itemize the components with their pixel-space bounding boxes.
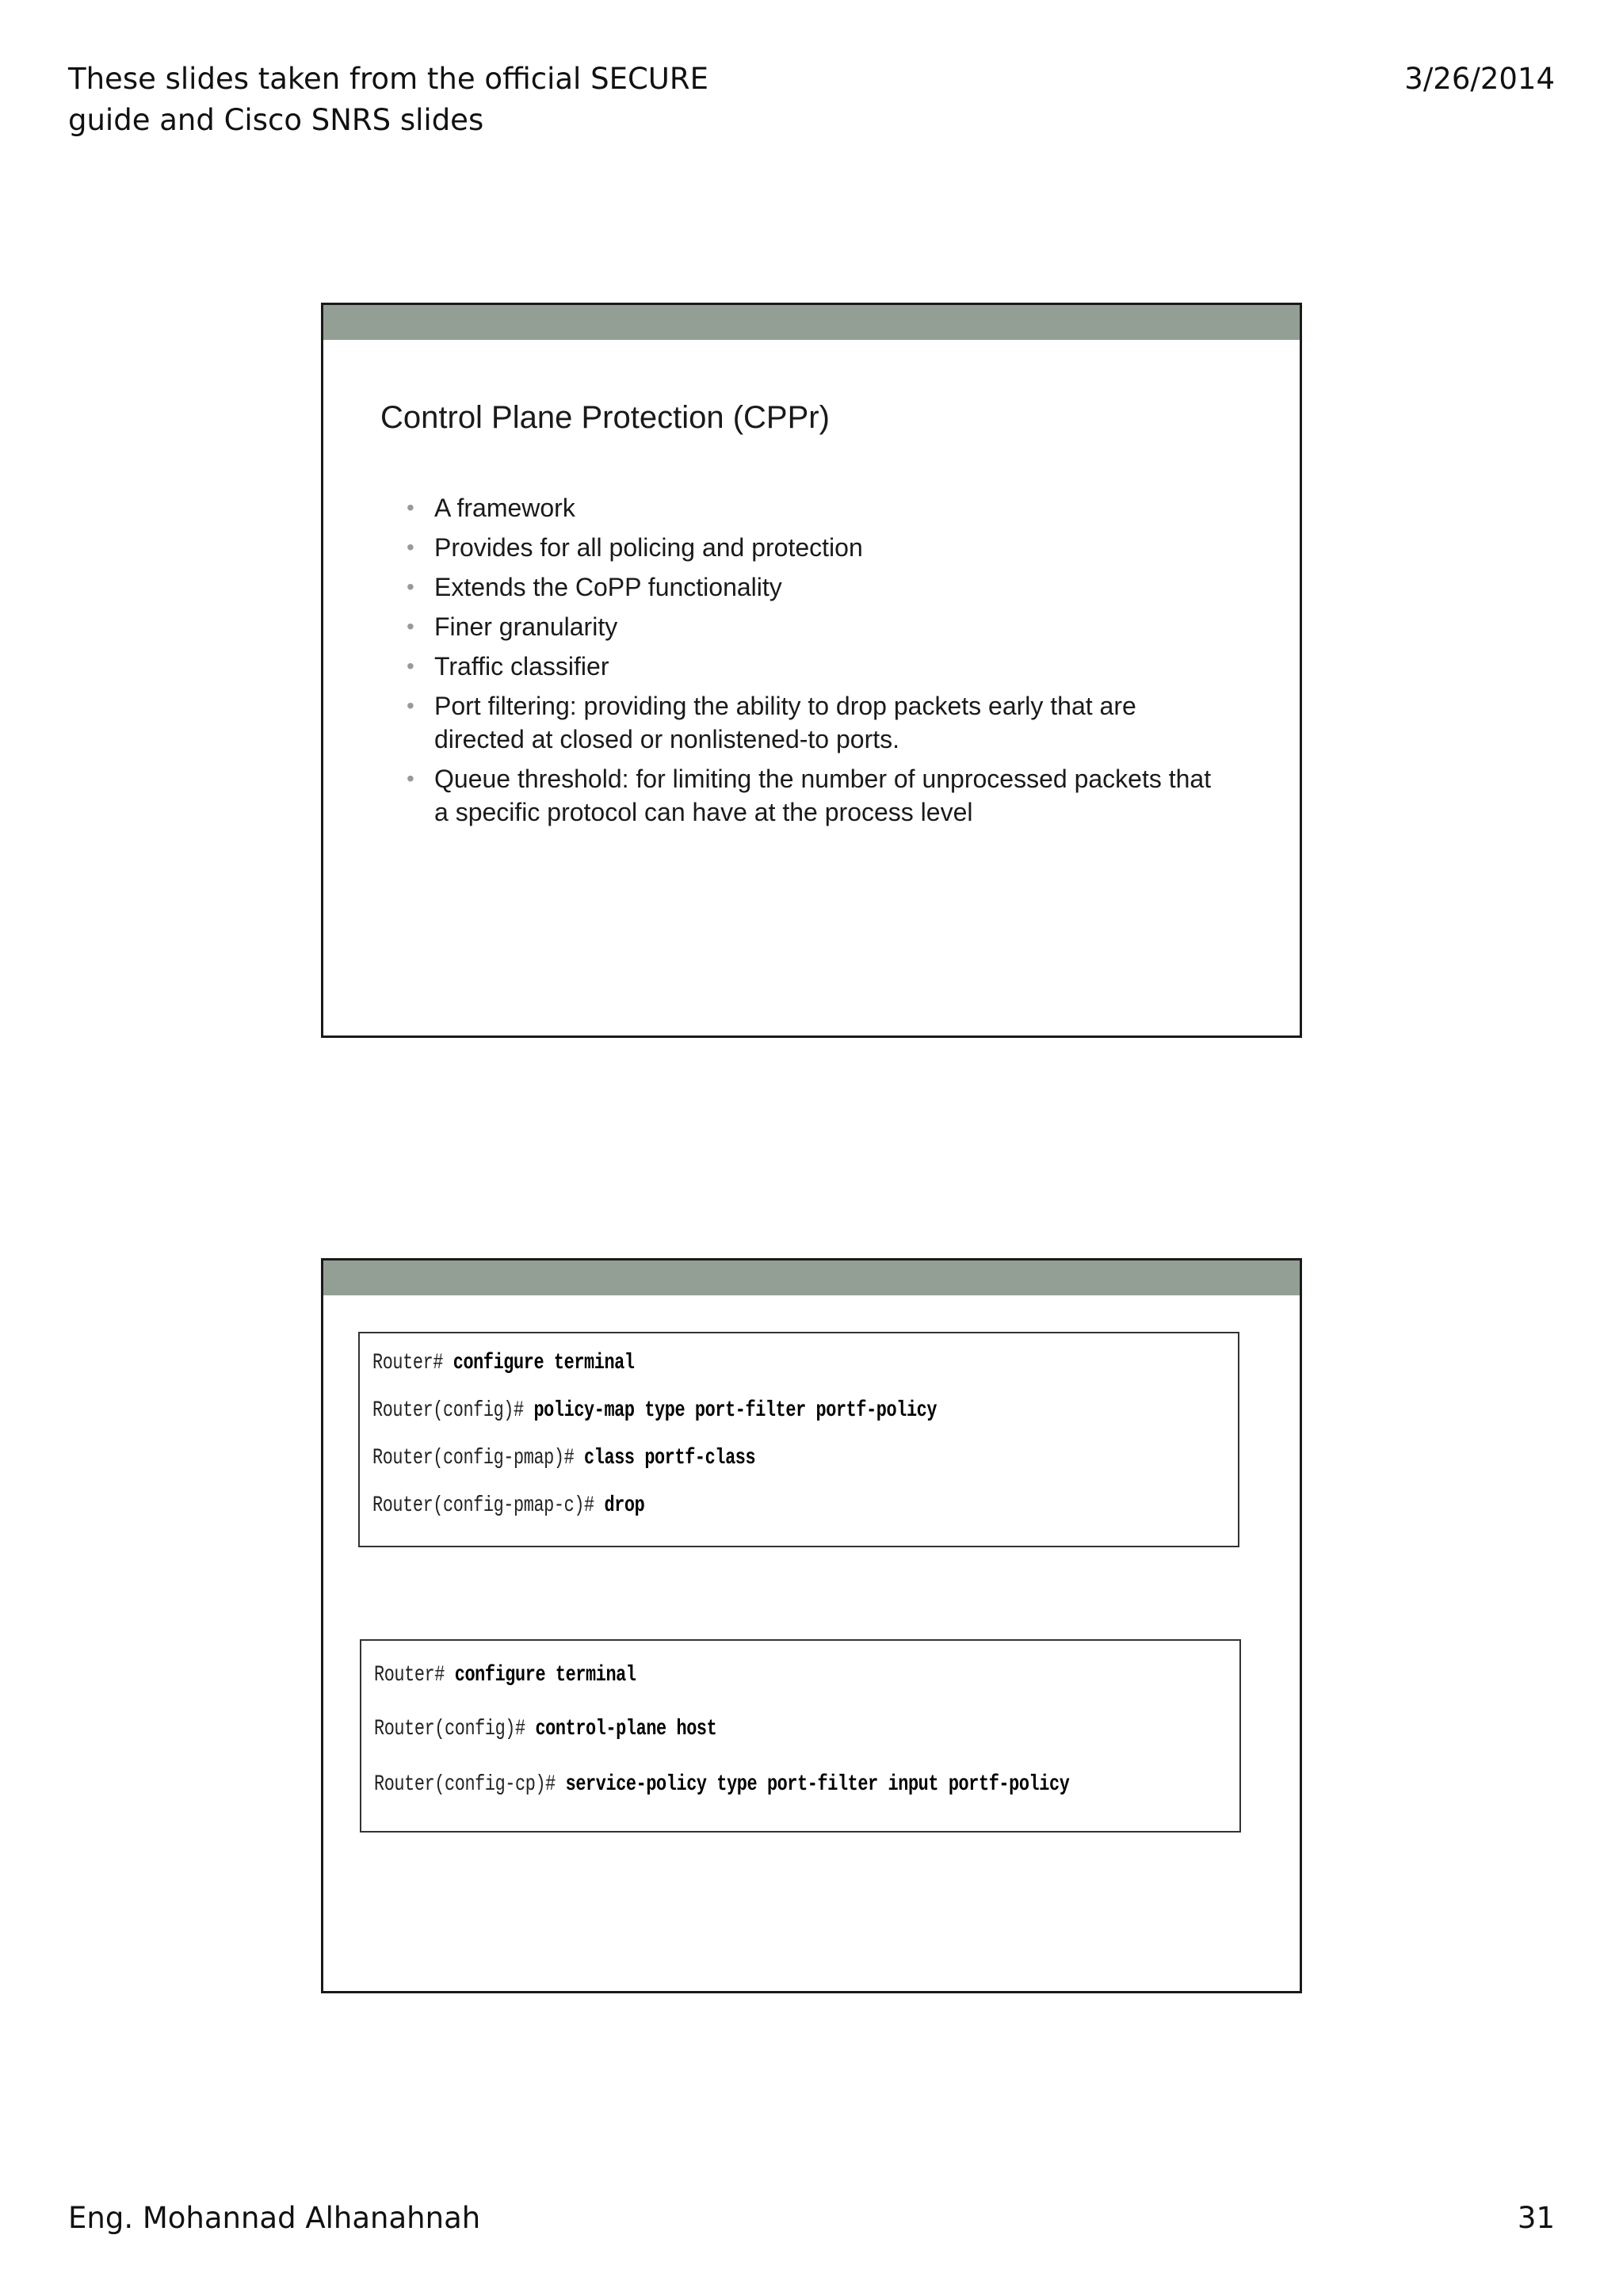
- code-line: [372, 1493, 644, 1518]
- cli-command: class portf-class: [584, 1446, 756, 1470]
- code-line: [374, 1772, 1069, 1797]
- cli-command: drop: [604, 1493, 645, 1518]
- cli-command: control-plane host: [535, 1717, 717, 1741]
- header-title-line-2: guide and Cisco SNRS slides: [68, 103, 484, 137]
- bullet-text: Provides for all policing and protection: [434, 533, 863, 562]
- code-block-policy-map: [358, 1332, 1239, 1547]
- code-line: [372, 1398, 937, 1423]
- code-line: [372, 1351, 635, 1375]
- bullet-text: Finer granularity: [434, 612, 618, 641]
- code-line: [372, 1446, 755, 1470]
- code-block-control-plane: [360, 1639, 1241, 1833]
- bullet-item: [407, 762, 1231, 829]
- bullet-dot-icon: •: [407, 614, 414, 639]
- bullet-list: [407, 491, 1231, 835]
- slide-header-bar: [323, 305, 1300, 340]
- bullet-item: [407, 491, 1231, 524]
- slide-control-plane-protection: [321, 303, 1302, 1038]
- bullet-text: A framework: [434, 494, 575, 522]
- cli-command: configure terminal: [453, 1351, 635, 1375]
- bullet-item: [407, 570, 1231, 604]
- header-date: 3/26/2014: [1404, 62, 1555, 96]
- slide-header-bar: [323, 1261, 1300, 1295]
- footer-author: Eng. Mohannad Alhanahnah: [68, 2201, 481, 2235]
- code-line: [374, 1717, 716, 1741]
- bullet-text: Extends the CoPP functionality: [434, 573, 782, 601]
- slide-title: Control Plane Protection (CPPr): [380, 400, 830, 435]
- bullet-text: Queue threshold: for limiting the number of unprocessed packets that a specific protocol can have at the process level: [434, 765, 1212, 826]
- cli-prompt: Router(config-pmap)#: [372, 1446, 585, 1470]
- cli-prompt: Router(config)#: [372, 1398, 534, 1423]
- cli-command: service-policy type port-filter input portf-policy: [565, 1772, 1070, 1797]
- cli-prompt: Router(config-cp)#: [374, 1772, 566, 1797]
- bullet-dot-icon: •: [407, 693, 414, 718]
- bullet-item: [407, 650, 1231, 683]
- page-header-title: [68, 59, 708, 141]
- cli-prompt: Router(config-pmap-c)#: [372, 1493, 605, 1518]
- code-line: [374, 1663, 636, 1688]
- cli-prompt: Router(config)#: [374, 1717, 536, 1741]
- bullet-text: Traffic classifier: [434, 652, 609, 681]
- cli-prompt: Router#: [372, 1351, 453, 1375]
- bullet-dot-icon: •: [407, 535, 414, 559]
- header-title-line-1: These slides taken from the official SECURE: [68, 62, 708, 96]
- bullet-item: [407, 531, 1231, 564]
- bullet-dot-icon: •: [407, 495, 414, 520]
- bullet-dot-icon: •: [407, 766, 414, 791]
- bullet-item: [407, 689, 1231, 756]
- bullet-text: Port filtering: providing the ability to drop packets early that are directed at closed or nonlistened-to ports.: [434, 692, 1136, 753]
- bullet-dot-icon: •: [407, 654, 414, 678]
- cli-prompt: Router#: [374, 1663, 455, 1688]
- bullet-dot-icon: •: [407, 574, 414, 599]
- cli-command: policy-map type port-filter portf-policy: [533, 1398, 938, 1423]
- bullet-item: [407, 610, 1231, 643]
- cli-command: configure terminal: [454, 1663, 636, 1688]
- slide-port-filter-config: [321, 1258, 1302, 1993]
- page-number: 31: [1517, 2201, 1555, 2235]
